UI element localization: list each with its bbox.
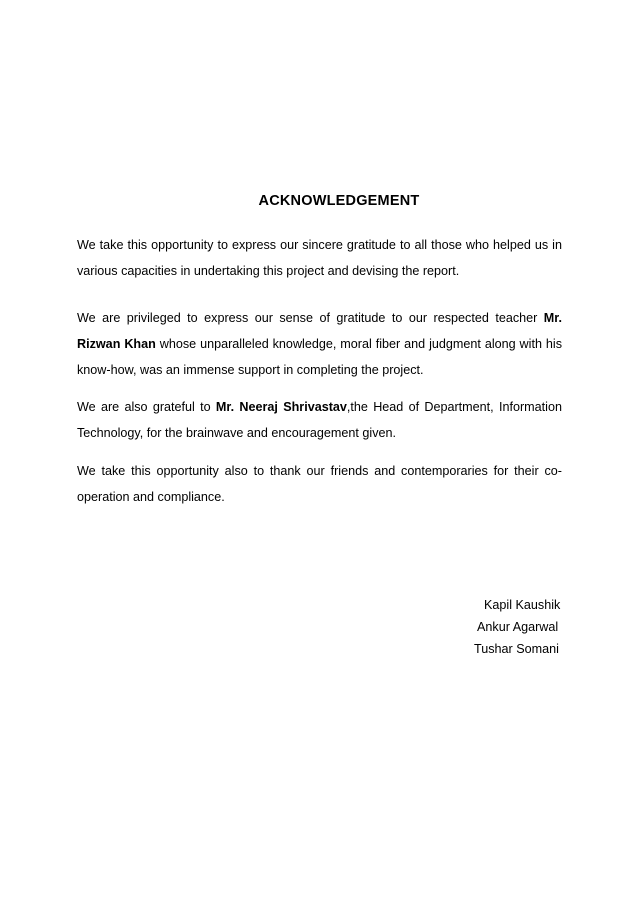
paragraph-gratitude: [77, 232, 562, 284]
signatory-name: Tushar Somani: [474, 642, 559, 656]
signatory-name: Kapil Kaushik: [484, 598, 561, 612]
paragraph-hod: [77, 394, 562, 446]
paragraph-friends: [77, 458, 562, 510]
paragraph-text: We take this opportunity to express our sincere gratitude to all those who helped us in various capacities in undertaking this project and devising the report.: [77, 238, 562, 278]
paragraph-teacher: [77, 305, 562, 383]
teacher-name: Mr. Rizwan Khan: [77, 311, 562, 351]
page-title: ACKNOWLEDGEMENT: [258, 193, 420, 209]
hod-name: Mr. Neeraj Shrivastav: [215, 400, 347, 414]
signatory-name: Ankur Agarwal: [477, 620, 559, 634]
paragraph-text: whose unparalleled knowledge, moral fiber and judgment along with his know-how, was an immense support in completing the project.: [77, 337, 562, 377]
paragraph-text: ,the Head of Department, Information Technology, for the brainwave and encouragement given.: [77, 400, 562, 440]
paragraph-text: We are also grateful to: [77, 400, 216, 414]
paragraph-text: We take this opportunity also to thank our friends and contemporaries for their co-operation and compliance.: [77, 464, 562, 504]
paragraph-text: We are privileged to express our sense of gratitude to our respected teacher: [77, 311, 544, 325]
